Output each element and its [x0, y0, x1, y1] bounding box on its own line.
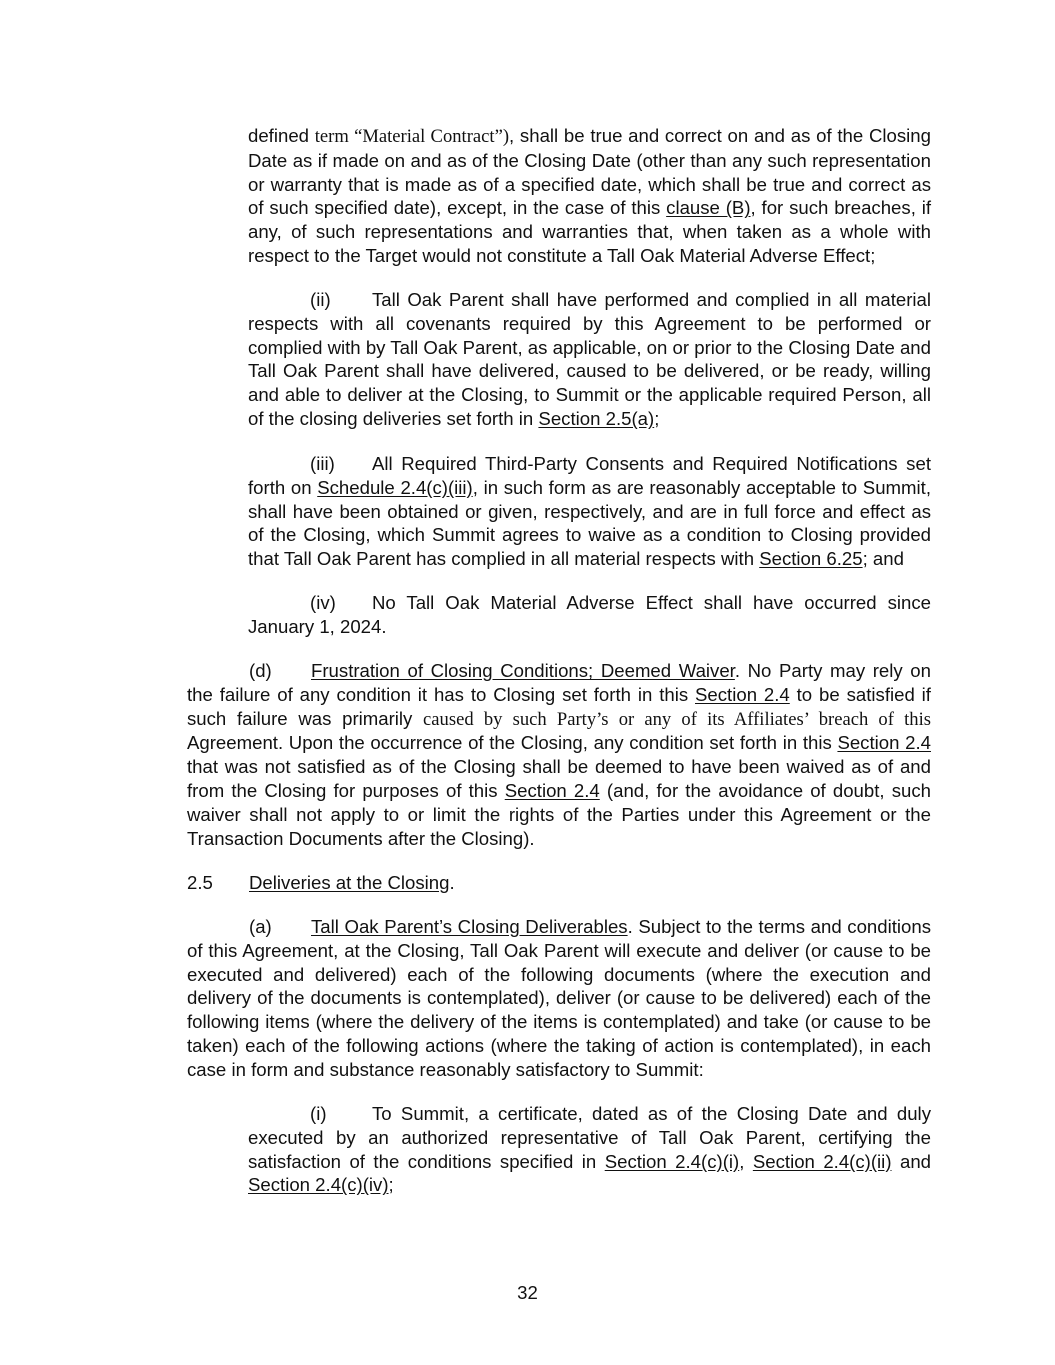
text: ; — [654, 407, 660, 429]
text: , in such form as are reasonably acceptable to Summit, shall have been obtained or given, respectively, and are in full force and effect as of the Closing, which Summit agrees to waive as a condition to Closing provided that Tall Oak Parent has complied in all material respects with — [248, 476, 931, 570]
text: caused by such Party’s or any of its Affiliates’ breach of this — [423, 708, 931, 730]
paragraph-iii — [248, 452, 931, 571]
section-2-4-c-ii-link[interactable]: Section 2.4(c)(ii) — [752, 1150, 892, 1172]
item-number: (a) — [249, 916, 272, 937]
section-heading: Deliveries at the Closing — [249, 872, 450, 893]
text: , — [739, 1150, 753, 1172]
section-2-4-link[interactable]: Section 2.4 — [695, 683, 790, 705]
section-2-4-link[interactable]: Section 2.4 — [837, 732, 931, 754]
section-number: 2.5 — [187, 872, 213, 893]
section-2-5-a-link[interactable]: Section 2.5(a) — [538, 407, 655, 429]
section-heading: Frustration of Closing Conditions; Deemed Waiver — [311, 660, 735, 681]
text: . — [449, 872, 455, 893]
text: , for such breaches, if any, of such representations and warranties that, when taken as a whole with respect to the Target would not constitute a Tall Oak Material Adverse Effect; — [248, 197, 931, 266]
item-number: (d) — [249, 660, 272, 681]
section-heading: Tall Oak Parent’s Closing Deliverables — [311, 916, 628, 937]
item-number: (iv) — [310, 592, 336, 613]
section-2-4-c-iv-link[interactable]: Section 2.4(c)(iv) — [248, 1174, 389, 1196]
paragraph-i — [248, 1102, 931, 1197]
paragraph-ii — [248, 288, 931, 431]
section-2-4-link[interactable]: Section 2.4 — [504, 779, 600, 801]
paragraph-material-contract — [248, 124, 931, 268]
text: . Subject to the terms and conditions of this Agreement, at the Closing, Tall Oak Parent will execute and deliver (or cause to be executed and delivered) each of the following documents (where the execution and delivery of the documents is contemplated), deliver (or cause to be delivered) each of the following items (where the delivery of the items is contemplated) and take (or cause to be taken) each of the following actions (where the taking of action is contemplated), in each case in form and substance reasonably satisfactory to Summit: — [187, 916, 931, 1080]
paragraph-iv — [248, 591, 931, 639]
text: , shall be true and correct on and as of the Closing Date as if made on and as of the Closing Date (other than any such representation or warranty that is made as of a specified date, which shall be true and correct as of such specified date), except, in the case of this — [248, 125, 931, 219]
item-number: (ii) — [310, 289, 331, 310]
paragraph-d — [187, 659, 931, 850]
text: . No Party may rely on the failure of any condition it has to Closing set forth in this — [187, 660, 931, 705]
schedule-2-4-c-iii-link[interactable]: Schedule 2.4(c)(iii) — [317, 476, 473, 498]
text: and — [891, 1150, 931, 1172]
text: ; — [388, 1174, 394, 1196]
text: Agreement. Upon the occurrence of the Closing, any condition set forth in this — [187, 732, 838, 754]
text: ; and — [862, 548, 904, 570]
text: term “Material Contract”) — [314, 126, 510, 147]
text: to be satisfied if such failure was primarily — [187, 683, 931, 729]
text: that was not satisfied as of the Closing shall be deemed to have been waived as of and from the Closing for purposes of this — [187, 756, 931, 801]
item-number: (iii) — [310, 453, 335, 474]
item-number: (i) — [310, 1103, 327, 1124]
text: All Required Third-Party Consents and Required Notifications set forth on — [248, 453, 931, 498]
text: (and, for the avoidance of doubt, such waiver shall not apply to or limit the rights of the Parties under this Agreement or the Transaction Documents after the Closing). — [187, 779, 931, 849]
section-2-5-heading — [187, 871, 931, 895]
paragraph-a — [187, 915, 931, 1082]
text: No Tall Oak Material Adverse Effect shall have occurred since January 1, 2024. — [248, 592, 931, 637]
section-6-25-link[interactable]: Section 6.25 — [759, 548, 863, 570]
text: Tall Oak Parent shall have performed and complied in all material respects with all covenants required by this Agreement to be performed or complied with by Tall Oak Parent, as applicable, on or prior to the Closing Date and Tall Oak Parent shall have delivered, caused to be delivered, or be ready, willing and able to deliver at the Closing, to Summit or the applicable required Person, all of the closing deliveries set forth in — [248, 289, 931, 429]
text: defined — [248, 125, 315, 146]
text: To Summit, a certificate, dated as of the Closing Date and duly executed by an authorized representative of Tall Oak Parent, certifying the satisfaction of the conditions specified in — [248, 1103, 931, 1172]
clause-b-link[interactable]: clause (B) — [666, 197, 751, 219]
section-2-4-c-i-link[interactable]: Section 2.4(c)(i) — [604, 1150, 740, 1172]
page-number: 32 — [517, 1282, 538, 1303]
